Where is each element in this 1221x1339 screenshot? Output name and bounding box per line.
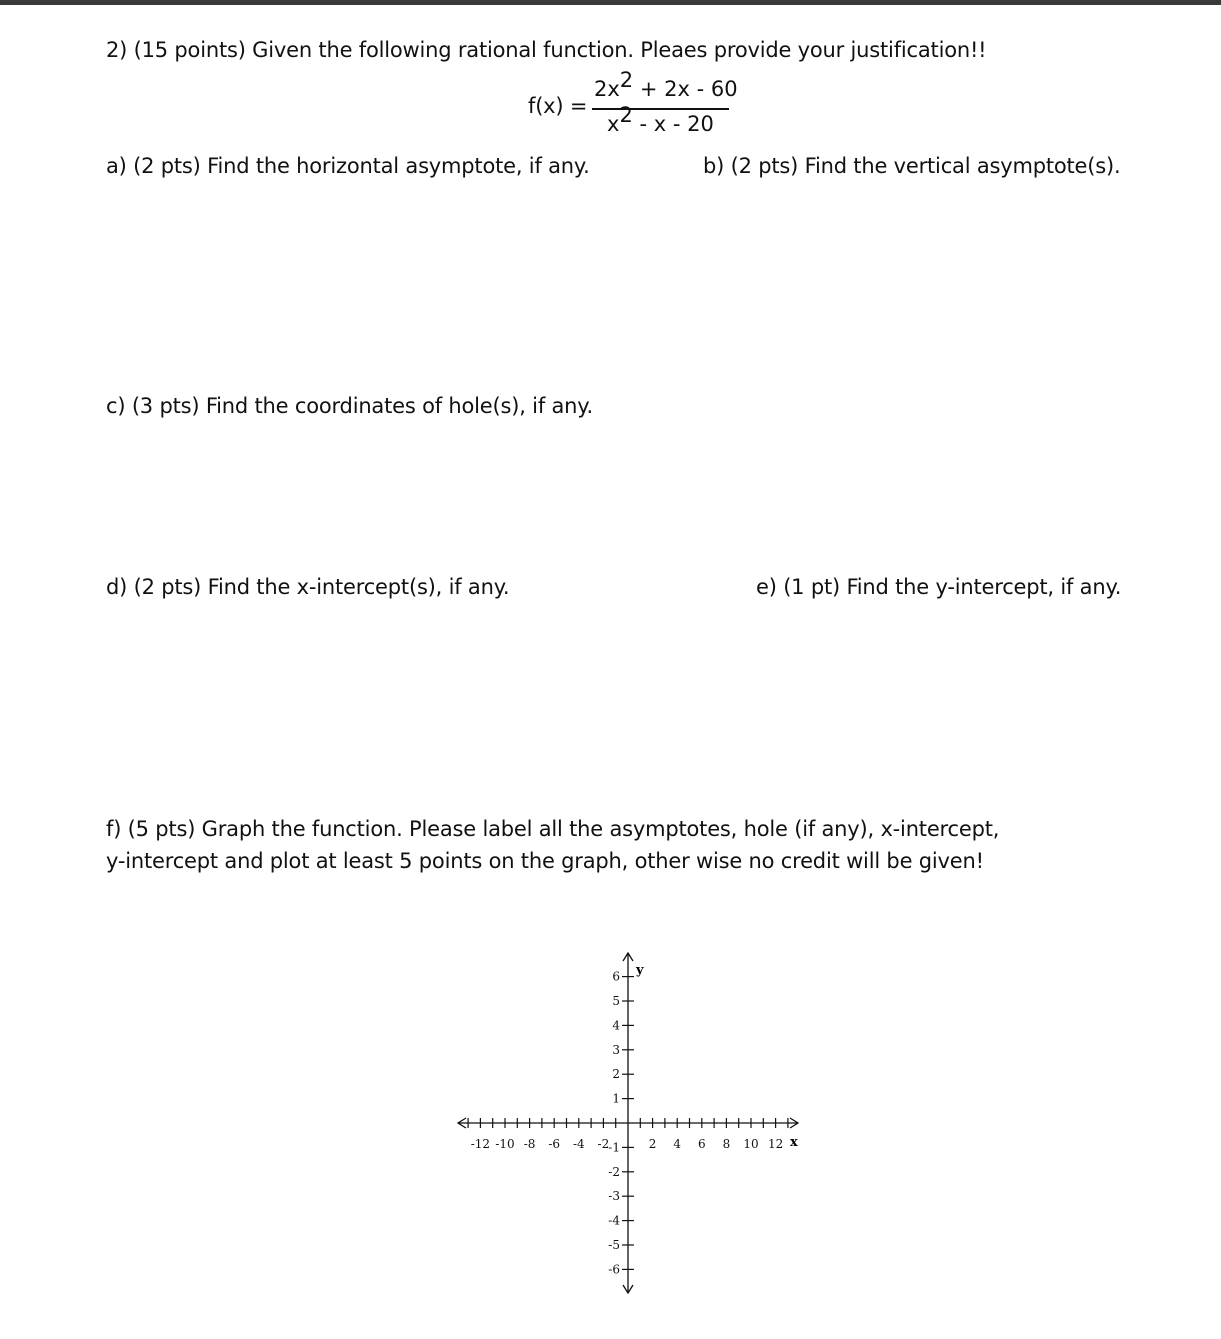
x-tick-label: 8 — [722, 1137, 731, 1151]
numerator-exponent: 2 — [619, 68, 634, 92]
part-b: b) (2 pts) Find the vertical asymptote(s). — [703, 154, 1121, 178]
problem-header: 2) (15 points) Given the following rational function. Pleaes provide your justification!! — [106, 38, 987, 62]
denominator-lead: x — [607, 112, 620, 136]
y-tick-label: 4 — [612, 1018, 620, 1033]
x-tick-label: -2 — [597, 1137, 610, 1151]
denominator-exponent: 2 — [619, 103, 633, 127]
x-tick-label: -12 — [470, 1137, 491, 1151]
denominator-rest: - x - 20 — [632, 112, 714, 136]
y-tick-label: -2 — [608, 1164, 620, 1179]
y-tick-label: 1 — [612, 1091, 620, 1106]
y-axis-label: y — [636, 963, 644, 978]
x-tick-label: -10 — [495, 1137, 515, 1151]
part-f-line2: y-intercept and plot at least 5 points on the graph, other wise no credit will be given! — [106, 849, 984, 873]
y-tick-label: 3 — [612, 1042, 620, 1057]
x-axis-label: x — [790, 1135, 798, 1150]
x-tick-label: 4 — [673, 1137, 682, 1151]
x-tick-label: -4 — [572, 1137, 585, 1151]
y-tick-label: 5 — [612, 994, 620, 1008]
x-tick-label: 12 — [767, 1137, 784, 1151]
part-d: d) (2 pts) Find the x-intercept(s), if any. — [106, 575, 510, 599]
y-tick-label: -5 — [608, 1238, 620, 1252]
x-tick-label: 2 — [648, 1137, 657, 1151]
numerator-rest: + 2x - 60 — [633, 77, 738, 101]
x-tick-label: 10 — [743, 1137, 759, 1151]
y-tick-label: -4 — [608, 1213, 620, 1228]
part-e: e) (1 pt) Find the y-intercept, if any. — [756, 575, 1122, 599]
function-label: f(x) = — [528, 94, 588, 118]
y-tick-label: -6 — [608, 1262, 620, 1277]
x-tick-label: 6 — [697, 1137, 706, 1151]
x-tick-label: -8 — [523, 1137, 536, 1151]
x-tick-label: -6 — [548, 1137, 561, 1151]
numerator-lead: 2x — [594, 77, 620, 101]
y-tick-label: -3 — [608, 1189, 620, 1204]
part-a: a) (2 pts) Find the horizontal asymptote, if any. — [106, 154, 590, 178]
part-c: c) (3 pts) Find the coordinates of hole(s), if any. — [106, 394, 593, 418]
part-f-line1: f) (5 pts) Graph the function. Please label all the asymptotes, hole (if any), x-intercept, — [106, 817, 1000, 841]
y-tick-label: 2 — [612, 1067, 620, 1082]
y-tick-label: -1 — [608, 1140, 620, 1155]
y-tick-label: 6 — [612, 969, 620, 984]
